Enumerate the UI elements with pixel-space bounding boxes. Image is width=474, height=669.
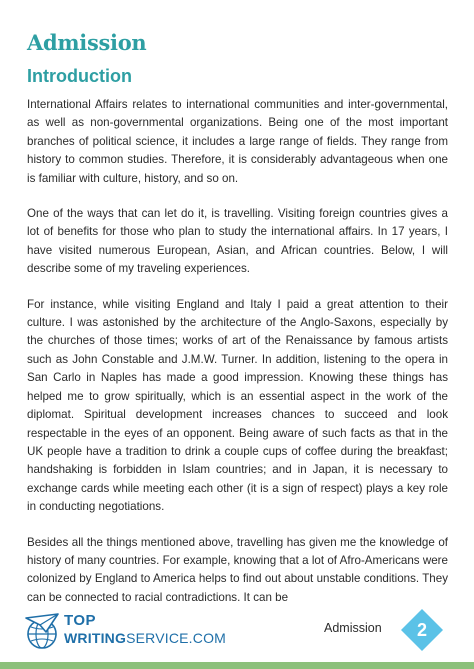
logo-wordmark-top: TOP (64, 612, 97, 629)
paragraph-3: For instance, while visiting England and Italy I paid a great attention to their culture. I was astonished by the architecture of the Anglo-Saxons, especially by the churches of those times; works of art of the Renaissance by famous artists such as John Constable and J.M.W. Turner. In addition, listening to the opera in San Carlo in Naples has made a good impression. Knowing these things has helped me to grow spiritually, which is an essential aspect in the work of the diplomat. Spiritual development increases chances to succeed and look respectable in the eyes of an opponent. Being aware of such facts as that in the UK people have a tradition to drink a couple cups of coffee during the breakfast; handshaking is forbidden in Islam countries; and in Japan, it is necessary to exchange cards while meeting each other (it is a sign of respect) plays a key role in conducting negotiations. (27, 297, 448, 514)
page-footer (0, 606, 474, 669)
section-heading: Introduction (27, 66, 132, 86)
page-title: Admission (27, 30, 147, 55)
page-number: 2 (416, 619, 427, 640)
footer-label: Admission (324, 621, 382, 635)
paragraph-4: Besides all the things mentioned above, travelling has given me the knowledge of history of many countries. For example, knowing that a lot of Afro-Americans were colonized by England to America helps to find out about unstable conditions. They can be connected to racial contradictions. It can be (27, 535, 448, 604)
logo-wordmark-light: SERVICE.COM (126, 630, 227, 646)
logo-wordmark-bold: WRITING (64, 630, 127, 646)
paragraph-2: One of the ways that can let do it, is travelling. Visiting foreign countries gives a lot of benefits for those who plan to study the international affairs. In 17 years, I have visited numerous European, Asian, and African countries. Below, I will describe some of my traveling experiences. (27, 207, 448, 276)
logo-wordmark-bottom (64, 630, 226, 646)
paragraph-1: International Affairs relates to international communities and inter-governmental, as well as non-governmental organizations. Being one of the most important branches of political science, it includes a large range of fields. They range from history to common studies. Therefore, it is considerably advantageous when one is familiar with culture, history, and so on. (27, 98, 448, 185)
document-body (27, 96, 448, 624)
bottom-accent-bar (0, 662, 474, 669)
paper-plane-globe-icon (22, 612, 62, 652)
